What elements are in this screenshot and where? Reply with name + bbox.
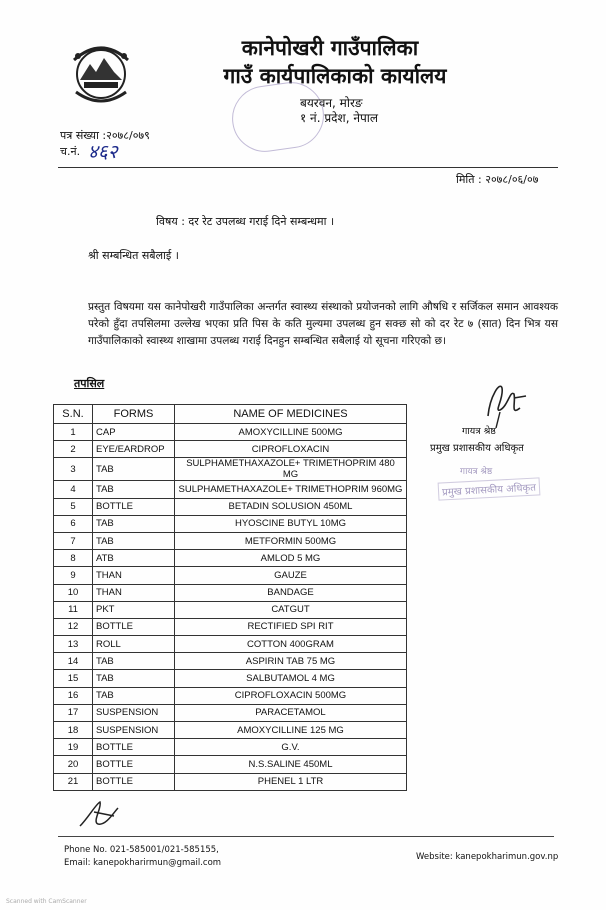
reference-number: पत्र संख्या :२०७८/०७९ (60, 129, 150, 142)
row-sn: 11 (54, 601, 93, 618)
signatory-stamp-name: गायत्र श्रेष्ठ (460, 467, 493, 477)
row-medicine-name: HYOSCINE BUTYL 10MG (175, 515, 407, 532)
row-form: TAB (93, 670, 175, 687)
row-sn: 17 (54, 704, 93, 721)
table-row (54, 515, 407, 532)
row-form: SUSPENSION (93, 704, 175, 721)
table-row (54, 756, 407, 773)
table-row (54, 532, 407, 549)
header-medicine-name: NAME OF MEDICINES (175, 405, 407, 424)
letter-greeting: श्री सम्बन्धित सबैलाई । (88, 249, 179, 262)
table-row (54, 722, 407, 739)
address-line-1: बयरवन, मोरङ (300, 96, 363, 110)
row-medicine-name: BETADIN SOLUSION 450ML (175, 498, 407, 515)
row-medicine-name: PHENEL 1 LTR (175, 773, 407, 790)
row-form: TAB (93, 687, 175, 704)
medicine-table (53, 404, 407, 791)
table-row (54, 550, 407, 567)
row-sn: 16 (54, 687, 93, 704)
emblem-logo-icon (66, 40, 136, 106)
row-sn: 20 (54, 756, 93, 773)
header-divider (58, 167, 558, 168)
details-heading: तपसिल (74, 377, 105, 390)
table-row (54, 567, 407, 584)
scanner-watermark: Scanned with CamScanner (6, 898, 87, 905)
row-medicine-name: G.V. (175, 739, 407, 756)
row-form: BOTTLE (93, 739, 175, 756)
table-row (54, 441, 407, 458)
table-row (54, 670, 407, 687)
row-medicine-name: METFORMIN 500MG (175, 532, 407, 549)
row-medicine-name: COTTON 400GRAM (175, 636, 407, 653)
table-row (54, 636, 407, 653)
footer-email: Email: kanepokharirmun@gmail.com (64, 858, 222, 868)
signature-image (430, 376, 580, 436)
header-sn: S.N. (54, 405, 93, 424)
signatory-title: प्रमुख प्रशासकीय अधिकृत (430, 443, 524, 454)
row-form: CAP (93, 424, 175, 441)
org-name: कानेपोखरी गाउँपालिका (241, 36, 419, 60)
letter-subject: विषय : दर रेट उपलब्ध गराई दिने सम्बन्धमा । (156, 215, 335, 228)
dispatch-number: ४६२ (88, 141, 118, 163)
row-form: EYE/EARDROP (93, 441, 175, 458)
row-sn: 14 (54, 653, 93, 670)
row-sn: 12 (54, 618, 93, 635)
row-form: BOTTLE (93, 773, 175, 790)
table-row (54, 498, 407, 515)
dispatch-label: च.नं. (60, 145, 81, 158)
row-form: PKT (93, 601, 175, 618)
letter-date: मिति : २०७८/०६/०७ (456, 173, 539, 186)
initial-signature (74, 798, 126, 832)
row-form: ATB (93, 550, 175, 567)
row-sn: 10 (54, 584, 93, 601)
header-forms: FORMS (93, 405, 175, 424)
table-row (54, 458, 407, 481)
row-medicine-name: ASPIRIN TAB 75 MG (175, 653, 407, 670)
row-medicine-name: AMOXYCILLINE 125 MG (175, 722, 407, 739)
row-sn: 9 (54, 567, 93, 584)
row-medicine-name: CIPROFLOXACIN 500MG (175, 687, 407, 704)
row-sn: 3 (54, 458, 93, 481)
row-medicine-name: BANDAGE (175, 584, 407, 601)
row-medicine-name: CATGUT (175, 601, 407, 618)
row-sn: 4 (54, 481, 93, 498)
row-form: THAN (93, 567, 175, 584)
signatory-name: गायत्र श्रेष्ठ (462, 426, 496, 437)
table-row (54, 481, 407, 498)
row-form: TAB (93, 515, 175, 532)
row-sn: 5 (54, 498, 93, 515)
row-form: BOTTLE (93, 498, 175, 515)
row-medicine-name: N.S.SALINE 450ML (175, 756, 407, 773)
row-form: TAB (93, 653, 175, 670)
row-medicine-name: CIPROFLOXACIN (175, 441, 407, 458)
row-form: TAB (93, 481, 175, 498)
row-sn: 15 (54, 670, 93, 687)
table-row (54, 424, 407, 441)
row-medicine-name: PARACETAMOL (175, 704, 407, 721)
table-row (54, 687, 407, 704)
row-sn: 6 (54, 515, 93, 532)
row-medicine-name: AMOXYCILLINE 500MG (175, 424, 407, 441)
row-sn: 8 (54, 550, 93, 567)
letter-body: प्रस्तुत विषयमा यस कानेपोखरी गाउँपालिका अन्तर्गत स्वास्थ्य संस्थाको प्रयोजनको लागि औषधि र सर्जिकल समान आवश्यक परेको हुँदा तपसिलमा उल्लेख भएका प्रति पिस के कति मुल्यमा उपलब्ध हुन सक्छ सो को दर रेट ७ (सात) दिन भित्र यस गाउँपालिकाको स्वास्थ्य शाखामा उपलब्ध गराई दिनहुन सम्बन्धित सबैलाई यो सूचना गरिएको छ। (88, 301, 558, 347)
footer-phone: Phone No. 021-585001/021-585155, (64, 845, 219, 855)
office-name: गाउँ कार्यपालिकाको कार्यालय (223, 64, 447, 88)
row-form: TAB (93, 532, 175, 549)
signatory-stamp-title: प्रमुख प्रशासकीय अधिकृत (438, 477, 541, 500)
table-row (54, 704, 407, 721)
row-sn: 18 (54, 722, 93, 739)
table-row (54, 653, 407, 670)
row-sn: 7 (54, 532, 93, 549)
row-medicine-name: RECTIFIED SPI RIT (175, 618, 407, 635)
row-form: SUSPENSION (93, 722, 175, 739)
row-sn: 19 (54, 739, 93, 756)
row-sn: 1 (54, 424, 93, 441)
row-form: BOTTLE (93, 618, 175, 635)
row-medicine-name: AMLOD 5 MG (175, 550, 407, 567)
row-form: BOTTLE (93, 756, 175, 773)
row-medicine-name: GAUZE (175, 567, 407, 584)
row-form: ROLL (93, 636, 175, 653)
table-row (54, 618, 407, 635)
table-row (54, 773, 407, 790)
row-sn: 13 (54, 636, 93, 653)
address-line-2: १ नं. प्रदेश, नेपाल (300, 111, 379, 125)
row-medicine-name: SALBUTAMOL 4 MG (175, 670, 407, 687)
row-sn: 21 (54, 773, 93, 790)
table-row (54, 739, 407, 756)
table-row (54, 584, 407, 601)
table-header-row (54, 405, 407, 424)
row-sn: 2 (54, 441, 93, 458)
row-form: TAB (93, 458, 175, 481)
row-medicine-name: SULPHAMETHAXAZOLE+ TRIMETHOPRIM 480 MG (175, 458, 407, 481)
row-form: THAN (93, 584, 175, 601)
footer-website: Website: kanepokharimun.gov.np (416, 852, 559, 862)
footer-divider (58, 836, 554, 837)
table-row (54, 601, 407, 618)
row-medicine-name: SULPHAMETHAXAZOLE+ TRIMETHOPRIM 960MG (175, 481, 407, 498)
